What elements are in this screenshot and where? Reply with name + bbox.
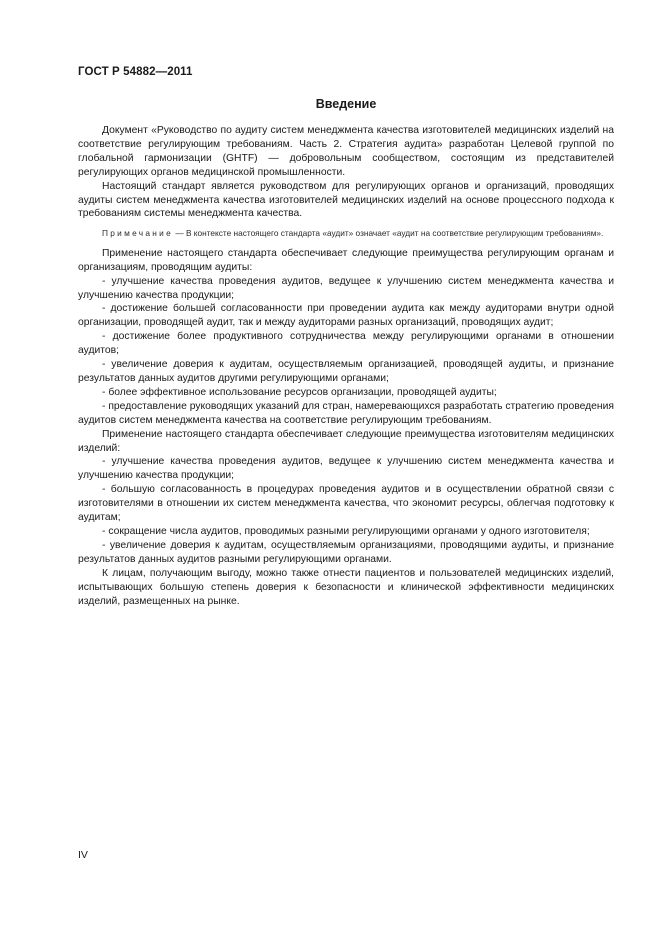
page-header: ГОСТ Р 54882—2011 bbox=[78, 66, 193, 78]
document-body bbox=[78, 124, 614, 608]
intro-paragraph: Документ «Руководство по аудиту систем менеджмента качества изготовителей медицинских изделий на соответствие регулирующим требованиям. Часть 2. Стратегия аудита» разработан Целевой группой по глобальной гармонизации (GHTF) — добровольным сообществом, состоящим из представителей регулирующих органов медицинской промышленности. bbox=[78, 125, 614, 178]
note-label: Примечание bbox=[102, 228, 174, 239]
regulators-list-item: - увеличение доверия к аудитам, осуществляемым организацией, проводящей аудиты, и признание результатов данных аудитов другими регулирующими органами; bbox=[78, 359, 614, 384]
page-number: IV bbox=[78, 849, 88, 861]
section-title: Введение bbox=[315, 97, 377, 111]
note bbox=[78, 227, 614, 240]
regulators-intro: Применение настоящего стандарта обеспечивает следующие преимущества регулирующим органам и организациям, проводящим аудиты: bbox=[78, 247, 614, 273]
manufacturers-list-item: - увеличение доверия к аудитам, осуществляемым организациями, проводящими аудиты, и признание результатов данных аудитов разными регулирующими органами. bbox=[78, 539, 614, 565]
scope-paragraph: Настоящий стандарт является руководством для регулирующих органов и организаций, проводящих аудиты систем менеджмента качества изготовителей медицинских изделий на основе процессного подхода к требованиям системы менеджмента качества. bbox=[78, 180, 614, 220]
manufacturers-list-item: - сокращение числа аудитов, проводимых разными регулирующими органами у одного изготовителя; bbox=[102, 525, 590, 537]
manufacturers-list-item: - большую согласованность в процедурах проведения аудитов и в осуществлении обратной связи с изготовителями в отношении их систем менеджмента качества, что экономит ресурсы, облегчая подготовку к аудитам; bbox=[78, 484, 614, 524]
regulators-list-item: - улучшение качества проведения аудитов, ведущее к улучшению систем менеджмента качества и улучшению качества продукции; bbox=[78, 275, 614, 301]
manufacturers-intro: Применение настоящего стандарта обеспечивает следующие преимущества изготовителям медицинских изделий: bbox=[78, 428, 614, 454]
note-text: — В контексте настоящего стандарта «аудит» означает «аудит на соответствие регулирующим требованиям». bbox=[173, 228, 604, 239]
regulators-list-item: - достижение большей согласованности при проведении аудита как между аудиторами внутри одной организации, проводящей аудит, так и между аудиторами разных организаций, проводящих аудит; bbox=[78, 303, 614, 329]
regulators-list-item: - достижение более продуктивного сотрудничества между регулирующими органами в отношении аудитов; bbox=[78, 331, 614, 357]
closing-paragraph: К лицам, получающим выгоду, можно также отнести пациентов и пользователей медицинских изделий, испытывающих большую степень доверия к безопасности и клинической эффективности медицинских изделий, размещенных на рынке. bbox=[78, 567, 614, 607]
regulators-list-item: - предоставление руководящих указаний для стран, намеревающихся разработать стратегию проведения аудитов систем менеджмента качества на соответствие регулирующим требованиям. bbox=[78, 400, 614, 426]
manufacturers-list-item: - улучшение качества проведения аудитов, ведущее к улучшению систем менеджмента качества и улучшению качества продукции; bbox=[78, 456, 614, 482]
regulators-list-item: - более эффективное использование ресурсов организации, проводящей аудиты; bbox=[102, 386, 497, 398]
